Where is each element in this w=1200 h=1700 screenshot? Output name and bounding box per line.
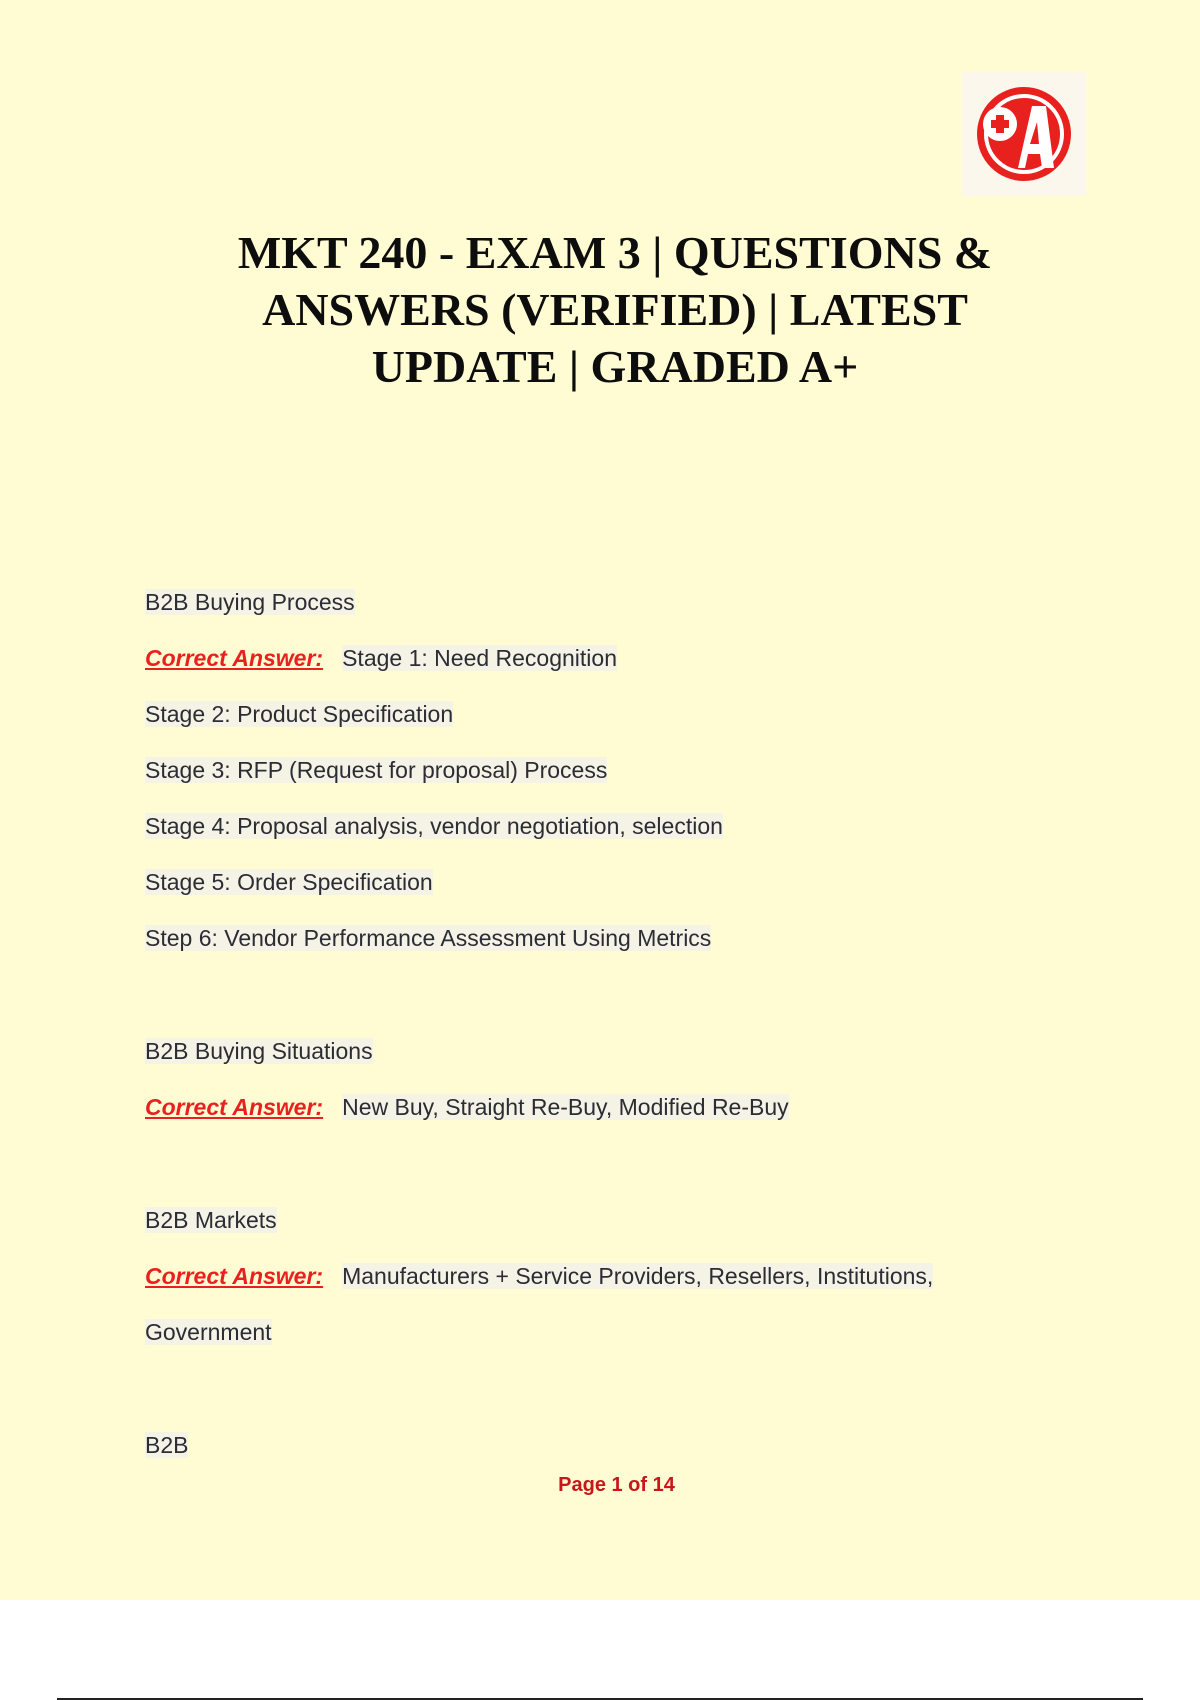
answer-text: Manufacturers + Service Providers, Resellers, Institutions,: [342, 1263, 934, 1289]
question-text: B2B Buying Process: [145, 589, 355, 615]
answer-continuation: Stage 5: Order Specification: [145, 869, 433, 895]
question-text: B2B Markets: [145, 1207, 277, 1233]
title-line: UPDATE | GRADED A+: [371, 341, 859, 392]
answer-continuation: Stage 4: Proposal analysis, vendor negotiation, selection: [145, 813, 723, 839]
plus-a-grade-icon: [962, 72, 1086, 196]
answer-continuation: Stage 3: RFP (Request for proposal) Process: [145, 757, 608, 783]
answer-text: New Buy, Straight Re-Buy, Modified Re-Buy: [342, 1094, 789, 1120]
question-text: B2B Buying Situations: [145, 1038, 373, 1064]
answer-continuation: Government: [145, 1319, 272, 1345]
answer-continuation: Stage 2: Product Specification: [145, 701, 454, 727]
correct-answer-label: Correct Answer:: [145, 645, 324, 671]
question-text: B2B: [145, 1432, 189, 1458]
qa-list: [145, 585, 1045, 1484]
correct-answer-label: Correct Answer:: [145, 1263, 324, 1289]
title-line: MKT 240 - EXAM 3 | QUESTIONS &: [237, 227, 993, 278]
answer-text: Stage 1: Need Recognition: [342, 645, 618, 671]
answer-line: [145, 1259, 1045, 1315]
page-number: Page 1 of 14: [558, 1474, 675, 1496]
title-line: ANSWERS (VERIFIED) | LATEST: [262, 284, 968, 335]
document-title: [150, 224, 1080, 395]
correct-answer-label: Correct Answer:: [145, 1094, 324, 1120]
answer-line: [145, 1090, 1045, 1146]
answer-continuation: Step 6: Vendor Performance Assessment Using Metrics: [145, 925, 712, 951]
plus-a-grade-icon-graphic: [962, 72, 1086, 196]
answer-line: [145, 641, 1045, 697]
